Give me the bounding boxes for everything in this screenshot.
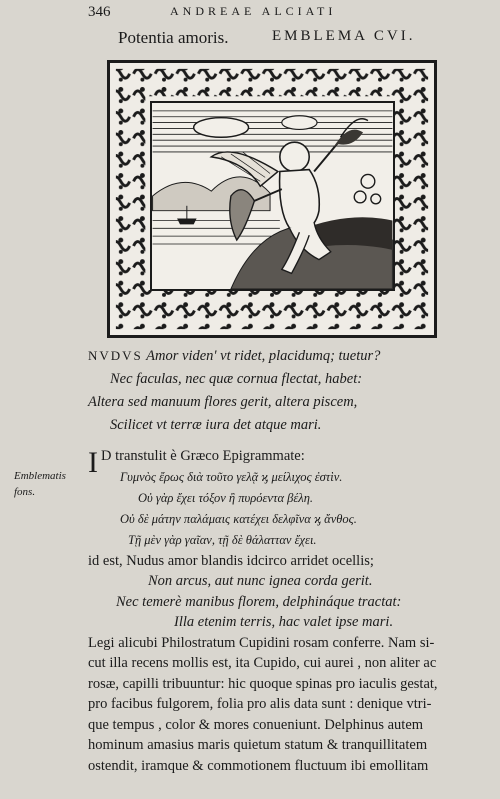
greek-line: Γυμνὸς ἔρως διὰ τοῦτο γελᾷ ϗ μείλιχος ἐστὶν.	[120, 469, 343, 484]
paragraph-line: ostendit, iramque & commotionem fluctuum ibi emollitam	[88, 757, 429, 774]
running-head: ANDREAE ALCIATI	[170, 4, 337, 18]
paragraph-line: rosæ, capilli tribuuntur: hic quoque spinas pro iaculis gestat,	[88, 675, 438, 692]
page-number: 346	[88, 4, 111, 20]
translation-line: Non arcus, aut nunc ignea corda gerit.	[148, 573, 373, 589]
paragraph-line: pro facibus fulgorem, folia pro alis data sunt : denique vtri-	[88, 696, 432, 712]
marginal-note: Emblematis fons.	[14, 470, 66, 498]
emblem-epigram	[88, 344, 448, 437]
paragraph-line: hominum amasius maris quietum statum & tranquillitatem	[88, 737, 428, 753]
commentary	[88, 446, 478, 776]
commentary-paragraph	[88, 633, 478, 777]
verse-line: Scilicet vt terræ iura det atque mari.	[110, 417, 322, 433]
paragraph-line: Legi alicubi Philostratum Cupidini rosam conferre. Nam si-	[88, 634, 435, 651]
intro-text: D transtulit è Græco Epigrammate:	[101, 448, 305, 464]
translation-intro: id est, Nudus amor blandis idcirco arridet ocellis;	[88, 552, 374, 569]
woodcut-illustration	[150, 101, 395, 291]
greek-line: Οὐ δὲ μάτην παλάμαις κατέχει δελφῖνα ϗ ἄνθος.	[120, 511, 357, 526]
verse-line	[88, 344, 448, 368]
verse-initial-word: NVDVS	[88, 348, 143, 363]
cupid-with-fish-and-flowers-icon	[152, 103, 393, 289]
verse-line: Nec faculas, nec quæ cornua flectat, habet:	[110, 371, 363, 387]
verse-line-text: Amor viden' vt ridet, placidumq; tuetur?	[142, 348, 381, 364]
greek-line: Οὐ γὰρ ἔχει τόξον ἢ πυρόεντα βέλη.	[138, 490, 314, 505]
translation-line: Nec temerè manibus florem, delphináque tractat:	[116, 593, 402, 610]
drop-initial: I	[88, 446, 98, 479]
verse-line: Altera sed manuum flores gerit, altera piscem,	[88, 394, 358, 410]
ornamental-frame	[107, 60, 437, 338]
translation-line: Illa etenim terris, hac valet ipse mari.	[174, 614, 394, 630]
greek-line: Τῇ μὲν γὰρ γαῖαν, τῇ δὲ θάλατταν ἔχει.	[128, 532, 317, 547]
paragraph-line: cut illa recens mollis est, ita Cupido, cui aurei , non aliter ac	[88, 655, 437, 671]
paragraph-line: que tempus , color & mores conueniunt. Delphinus autem	[88, 716, 424, 733]
emblem-title: Potentia amoris.	[118, 28, 229, 47]
emblem-number: EMBLEMA CVI.	[272, 28, 416, 44]
